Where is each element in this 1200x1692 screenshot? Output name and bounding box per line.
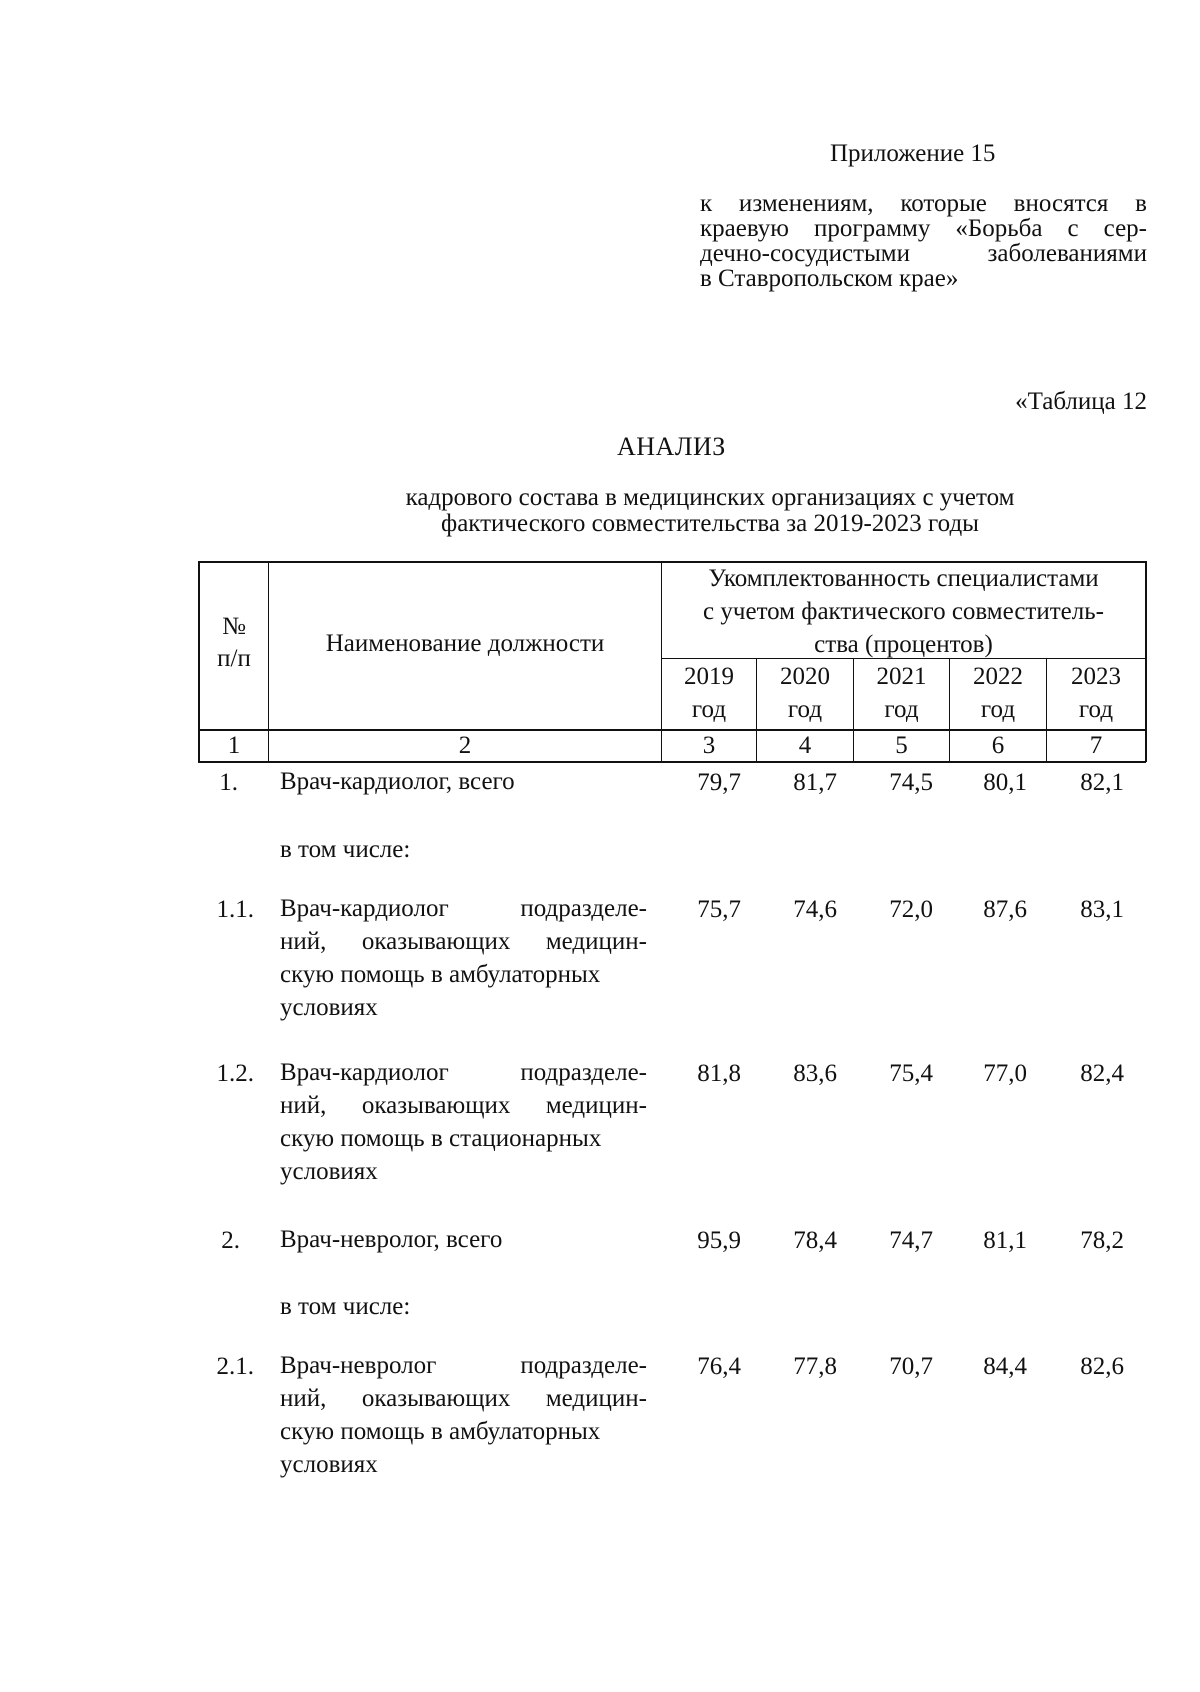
header-year-2019	[662, 660, 756, 726]
value-2020: 83,6	[793, 1060, 837, 1087]
header-group-line: Укомплектованность специалистами	[708, 565, 1099, 592]
column-number: 7	[1089, 732, 1103, 759]
value-2022: 77,0	[983, 1060, 1027, 1087]
position-name-line: условиях	[280, 1451, 378, 1478]
year-unit: год	[787, 696, 823, 723]
value-2023: 78,2	[1080, 1227, 1124, 1254]
subtitle-line: кадрового состава в медицинских организациях с учетом	[405, 484, 1015, 511]
value-2020: 78,4	[793, 1227, 837, 1254]
row-number: 2.1.	[216, 1353, 254, 1380]
position-name-line: в том числе:	[280, 1293, 411, 1320]
subtitle-line: фактического совместительства за 2019-2023 годы	[441, 510, 979, 537]
value-2020: 74,6	[793, 896, 837, 923]
value-2020: 77,8	[793, 1353, 837, 1380]
value-2020: 81,7	[793, 769, 837, 796]
value-2019: 79,7	[697, 769, 741, 796]
position-name-line: Врач-кардиолог, всего	[280, 768, 515, 795]
position-name-line: скую помощь в амбулаторных	[280, 961, 601, 988]
document-subtitle	[260, 485, 1160, 537]
row-number: 1.1.	[216, 896, 254, 923]
row-number: 1.	[219, 769, 238, 796]
position-name	[280, 1349, 647, 1481]
row-number: 1.2.	[216, 1060, 254, 1087]
position-name	[280, 1056, 647, 1188]
position-name	[280, 892, 647, 1024]
position-name-line: ний, оказывающих медицин-	[280, 1092, 647, 1119]
value-2021: 70,7	[889, 1353, 933, 1380]
header-year-2020	[757, 660, 853, 726]
year-unit: год	[691, 696, 727, 723]
column-number: 3	[702, 732, 716, 759]
value-2019: 81,8	[697, 1060, 741, 1087]
year-label: 2023	[1071, 663, 1121, 690]
row-number: 2.	[221, 1227, 240, 1254]
position-name-line: Врач-кардиолог подразделе-	[280, 1059, 647, 1086]
value-2023: 83,1	[1080, 896, 1124, 923]
column-number: 4	[798, 732, 812, 759]
value-2021: 74,7	[889, 1227, 933, 1254]
value-2021: 75,4	[889, 1060, 933, 1087]
year-unit: год	[980, 696, 1016, 723]
header-num-abbrev: п/п	[217, 645, 251, 672]
year-label: 2022	[973, 663, 1023, 690]
value-2023: 82,4	[1080, 1060, 1124, 1087]
value-2021: 72,0	[889, 896, 933, 923]
position-name-line: Врач-невролог подразделе-	[280, 1352, 647, 1379]
value-2022: 80,1	[983, 769, 1027, 796]
appendix-line: краевую программу «Борьба с сер-	[700, 215, 1147, 242]
position-name-line: условиях	[280, 994, 378, 1021]
value-2019: 75,7	[697, 896, 741, 923]
appendix-title: Приложение 15	[830, 140, 996, 167]
header-year-2023	[1047, 660, 1145, 726]
position-name	[280, 765, 647, 798]
column-number: 1	[227, 732, 241, 759]
header-num-symbol: №	[222, 613, 246, 640]
position-name-line: скую помощь в стационарных	[280, 1125, 602, 1152]
header-staffing-group	[662, 562, 1145, 661]
position-name-line: в том числе:	[280, 836, 411, 863]
position-name-line: скую помощь в амбулаторных	[280, 1418, 601, 1445]
appendix-line: к изменениям, которые вносятся в	[700, 190, 1147, 217]
header-num	[200, 611, 268, 675]
table-label: «Таблица 12	[1015, 388, 1147, 415]
value-2019: 95,9	[697, 1227, 741, 1254]
appendix-line: дечно-сосудистыми заболеваниями	[700, 240, 1147, 267]
header-position-name: Наименование должности	[325, 630, 605, 657]
position-name-line: Врач-кардиолог подразделе-	[280, 895, 647, 922]
table-border-right	[1145, 561, 1147, 762]
value-2021: 74,5	[889, 769, 933, 796]
subgroup-label	[280, 1290, 647, 1323]
position-name-line: условиях	[280, 1158, 378, 1185]
header-year-2021	[854, 660, 949, 726]
value-2022: 81,1	[983, 1227, 1027, 1254]
column-number: 6	[991, 732, 1005, 759]
appendix-line: в Ставропольском крае»	[700, 265, 959, 292]
header-year-2022	[950, 660, 1046, 726]
appendix-reference	[700, 191, 1147, 291]
header-group-line: ства (процентов)	[814, 631, 993, 658]
header-group-line: с учетом фактического совместитель-	[703, 598, 1104, 625]
value-2022: 87,6	[983, 896, 1027, 923]
position-name-line: ний, оказывающих медицин-	[280, 928, 647, 955]
value-2019: 76,4	[697, 1353, 741, 1380]
year-unit: год	[1078, 696, 1114, 723]
subgroup-label	[280, 833, 647, 866]
value-2023: 82,6	[1080, 1353, 1124, 1380]
year-unit: год	[884, 696, 919, 723]
year-label: 2020	[780, 663, 830, 690]
position-name-line: ний, оказывающих медицин-	[280, 1385, 647, 1412]
table-colnum-divider	[198, 761, 1146, 763]
document-title: АНАЛИЗ	[617, 432, 726, 461]
value-2023: 82,1	[1080, 769, 1124, 796]
year-label: 2021	[876, 663, 927, 690]
column-number: 2	[458, 732, 472, 759]
position-name-line: Врач-невролог, всего	[280, 1226, 503, 1253]
year-label: 2019	[684, 663, 734, 690]
position-name	[280, 1223, 647, 1256]
value-2022: 84,4	[983, 1353, 1027, 1380]
column-number: 5	[895, 732, 908, 759]
